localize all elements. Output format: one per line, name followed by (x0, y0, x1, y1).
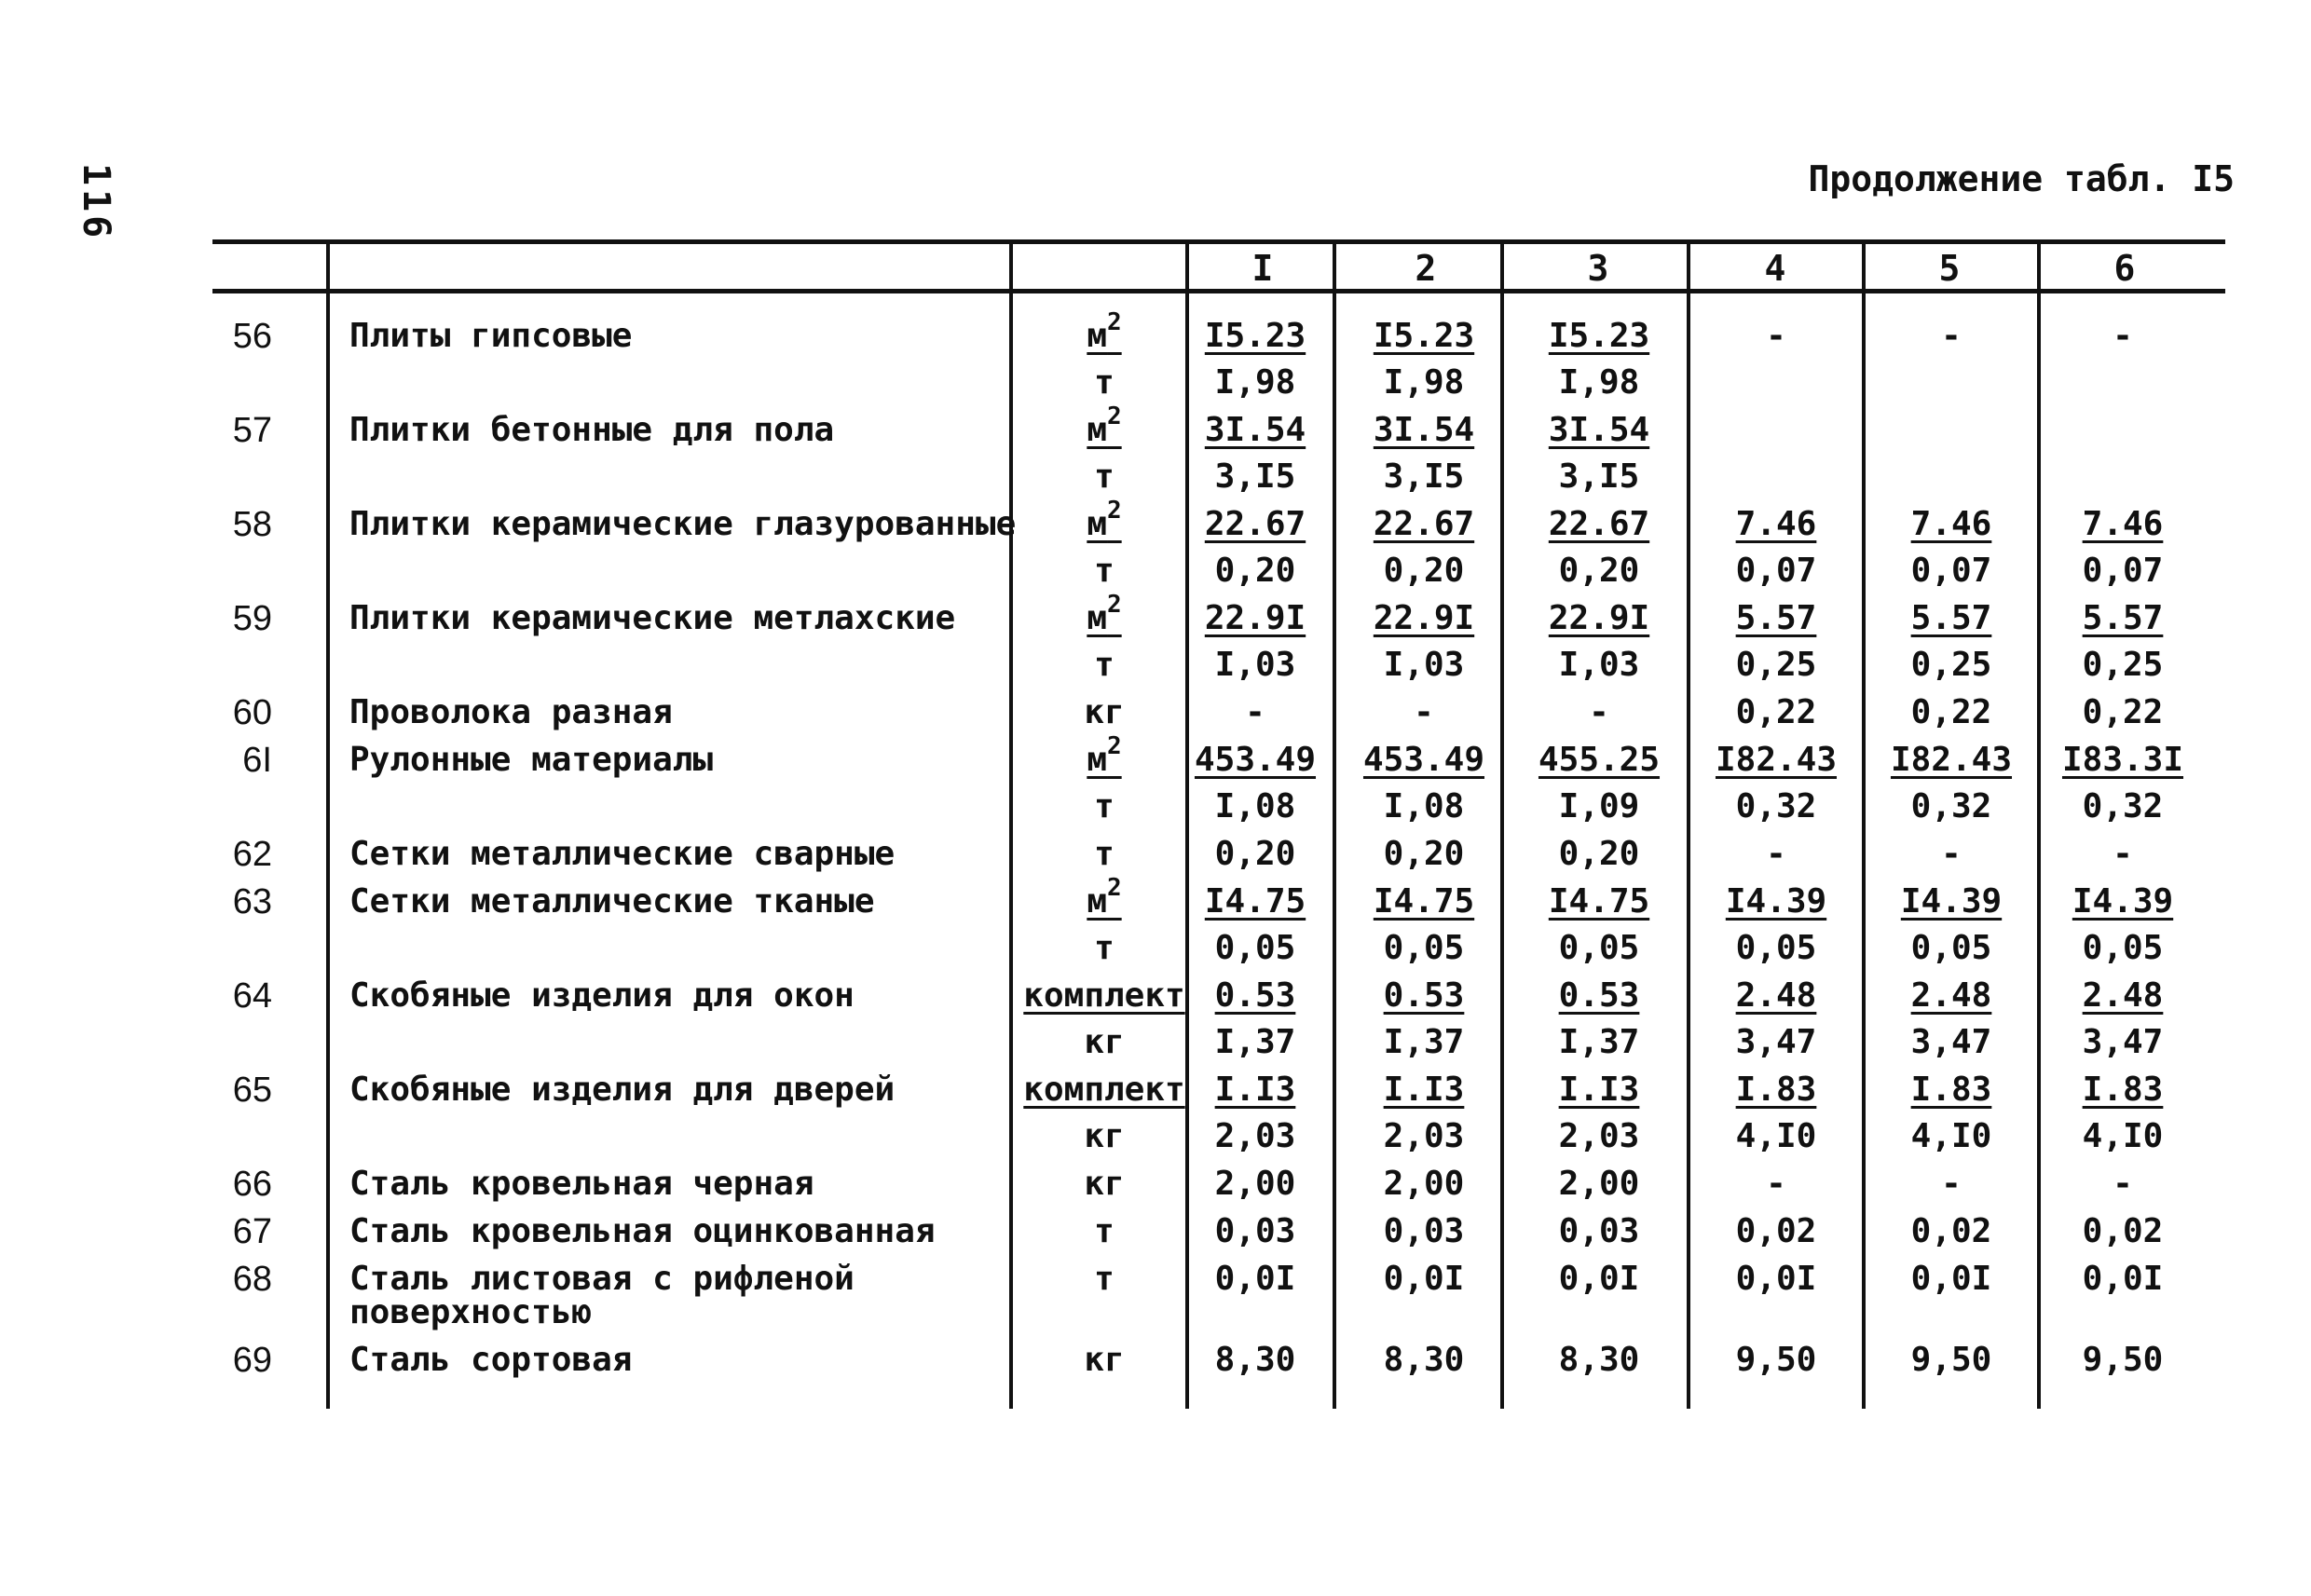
value-cell: 0,20 (1214, 552, 1296, 590)
value-cell: 22.9I (1204, 599, 1306, 637)
value-cell: 8,30 (1214, 1341, 1296, 1379)
value-cell: 7.46 (1735, 505, 1817, 543)
value-cell: 0,0I (1910, 1260, 1992, 1298)
value-cell: 0.53 (1214, 976, 1296, 1015)
value-cell: 22.67 (1548, 505, 1650, 543)
value-cell: 0,05 (1383, 929, 1465, 967)
row-number: 63 (232, 882, 272, 921)
value-cell: I.I3 (1558, 1071, 1640, 1109)
value-cell: 4,I0 (1735, 1117, 1817, 1155)
value-cell: I82.43 (1715, 741, 1838, 779)
value-cell: I.I3 (1214, 1071, 1296, 1109)
unit-label: комплект (1023, 976, 1185, 1015)
value-cell: 0,07 (2082, 552, 2164, 590)
value-cell: 453.49 (1362, 741, 1485, 779)
row-number: 58 (232, 505, 272, 544)
row-number: 69 (232, 1341, 272, 1380)
value-cell: 0,02 (1735, 1212, 1817, 1250)
value-cell: 2,03 (1214, 1117, 1296, 1155)
value-cell: I5.23 (1548, 317, 1650, 355)
value-cell: I4.75 (1548, 882, 1650, 921)
value-cell: I.83 (1910, 1071, 1992, 1109)
value-cell: I5.23 (1204, 317, 1306, 355)
material-name: Скобяные изделия для дверей (349, 1071, 896, 1109)
material-name: Сталь сортовая (349, 1341, 633, 1379)
material-name: Плиты гипсовые (349, 317, 633, 355)
value-cell: - (1589, 693, 1609, 731)
value-cell: 22.67 (1373, 505, 1475, 543)
value-cell: I,37 (1383, 1023, 1465, 1061)
value-cell: 3,I5 (1214, 457, 1296, 496)
value-cell: 2.48 (1910, 976, 1992, 1015)
unit-label: $м^2$ (1087, 308, 1122, 355)
value-cell: I,03 (1214, 646, 1296, 684)
value-cell: 2,03 (1558, 1117, 1640, 1155)
unit-label: т (1094, 1212, 1114, 1250)
unit-label: $м^2$ (1087, 732, 1122, 779)
unit-label: кг (1084, 1117, 1125, 1155)
value-cell: 9,50 (1910, 1341, 1992, 1379)
unit-label: комплект (1023, 1071, 1185, 1109)
value-cell: 3I.54 (1373, 411, 1475, 449)
value-cell: 22.67 (1204, 505, 1306, 543)
value-cell: 3,I5 (1383, 457, 1465, 496)
value-cell: 2.48 (1735, 976, 1817, 1015)
value-cell: 0.53 (1383, 976, 1465, 1015)
row-number: 62 (232, 835, 272, 874)
material-name: Плитки бетонные для пола (349, 411, 835, 449)
value-cell: - (1766, 835, 1786, 873)
row-number: 64 (232, 976, 272, 1016)
value-cell: - (1941, 1165, 1962, 1203)
value-cell: I,98 (1558, 363, 1640, 402)
col-header-2: 2 (1415, 248, 1437, 289)
value-cell: 3,I5 (1558, 457, 1640, 496)
value-cell: 4,I0 (2082, 1117, 2164, 1155)
unit-label: кг (1084, 1341, 1125, 1379)
unit-label: т (1094, 646, 1114, 684)
value-cell: I.I3 (1383, 1071, 1465, 1109)
value-cell: - (1766, 1165, 1786, 1203)
value-cell: 7.46 (2082, 505, 2164, 543)
row-number: 56 (232, 317, 272, 356)
value-cell: 0,20 (1214, 835, 1296, 873)
material-name: Сталь кровельная черная (349, 1165, 814, 1203)
unit-label: т (1094, 552, 1114, 590)
value-cell: 0.53 (1558, 976, 1640, 1015)
value-cell: - (1766, 317, 1786, 355)
value-cell: 4,I0 (1910, 1117, 1992, 1155)
value-cell: 0,20 (1383, 552, 1465, 590)
material-name: Проволока разная (349, 693, 673, 731)
material-name: Плитки керамические глазурованные (349, 505, 1017, 543)
col-header-5: 5 (1938, 248, 1961, 289)
value-cell: I4.39 (1725, 882, 1827, 921)
unit-label: кг (1084, 1165, 1125, 1203)
value-cell: - (2113, 317, 2133, 355)
value-cell: I.83 (2082, 1071, 2164, 1109)
row-number: 60 (232, 693, 272, 732)
value-cell: 0,20 (1558, 552, 1640, 590)
value-cell: 0,22 (1735, 693, 1817, 731)
value-cell: I.83 (1735, 1071, 1817, 1109)
unit-label: т (1094, 929, 1114, 967)
row-number: 6I (242, 741, 272, 780)
value-cell: - (1941, 317, 1962, 355)
value-cell: 0,02 (1910, 1212, 1992, 1250)
value-cell: 0,0I (1214, 1260, 1296, 1298)
col-divider-num (326, 244, 330, 1409)
col-header-6: 6 (2113, 248, 2136, 289)
value-cell: 453.49 (1194, 741, 1317, 779)
material-name: Плитки керамические метлахские (349, 599, 956, 637)
table-caption: Продолжение табл. I5 (1808, 158, 2235, 199)
material-name: Сетки металлические тканые (349, 882, 875, 921)
table-header-rule (212, 289, 2225, 293)
material-name: Сталь листовая с рифленой (349, 1260, 855, 1298)
row-number: 66 (232, 1165, 272, 1204)
col-header-1: I (1251, 248, 1274, 289)
unit-label: т (1094, 457, 1114, 496)
value-cell: 22.9I (1548, 599, 1650, 637)
row-number: 68 (232, 1260, 272, 1299)
value-cell: I4.75 (1373, 882, 1475, 921)
material-name: Сетки металлические сварные (349, 835, 896, 873)
value-cell: - (1245, 693, 1265, 731)
unit-label: т (1094, 363, 1114, 402)
material-name: Скобяные изделия для окон (349, 976, 855, 1015)
value-cell: I,37 (1214, 1023, 1296, 1061)
value-cell: 0,22 (1910, 693, 1992, 731)
value-cell: I,09 (1558, 787, 1640, 825)
value-cell: - (2113, 835, 2133, 873)
material-name: Рулонные материалы (349, 741, 714, 779)
unit-label: т (1094, 1260, 1114, 1298)
col-header-3: 3 (1587, 248, 1609, 289)
value-cell: I,37 (1558, 1023, 1640, 1061)
unit-label: $м^2$ (1087, 497, 1122, 543)
value-cell: I4.75 (1204, 882, 1306, 921)
value-cell: I,03 (1558, 646, 1640, 684)
value-cell: 0,0I (1383, 1260, 1465, 1298)
col-header-4: 4 (1764, 248, 1786, 289)
value-cell: 2,00 (1214, 1165, 1296, 1203)
value-cell: I4.39 (1900, 882, 2003, 921)
value-cell: 0,07 (1910, 552, 1992, 590)
unit-label: кг (1084, 1023, 1125, 1061)
value-cell: 8,30 (1558, 1341, 1640, 1379)
value-cell: 2,03 (1383, 1117, 1465, 1155)
value-cell: 22.9I (1373, 599, 1475, 637)
unit-label: $м^2$ (1087, 874, 1122, 921)
row-number: 67 (232, 1212, 272, 1251)
table-top-rule (212, 239, 2225, 244)
value-cell: 3,47 (2082, 1023, 2164, 1061)
value-cell: 0,05 (2082, 929, 2164, 967)
value-cell: 3I.54 (1548, 411, 1650, 449)
value-cell: 3,47 (1910, 1023, 1992, 1061)
value-cell: 5.57 (2082, 599, 2164, 637)
value-cell: 5.57 (1735, 599, 1817, 637)
value-cell: 0,0I (1735, 1260, 1817, 1298)
value-cell: 0,0I (1558, 1260, 1640, 1298)
value-cell: 9,50 (2082, 1341, 2164, 1379)
value-cell: 0,20 (1383, 835, 1465, 873)
value-cell: 0,05 (1910, 929, 1992, 967)
value-cell: 0,22 (2082, 693, 2164, 731)
material-name-cont: поверхностью (349, 1293, 593, 1331)
value-cell: 2.48 (2082, 976, 2164, 1015)
value-cell: I5.23 (1373, 317, 1475, 355)
value-cell: 5.57 (1910, 599, 1992, 637)
value-cell: 0,20 (1558, 835, 1640, 873)
value-cell: 0,02 (2082, 1212, 2164, 1250)
unit-label: $м^2$ (1087, 402, 1122, 449)
value-cell: 7.46 (1910, 505, 1992, 543)
value-cell: 0,03 (1214, 1212, 1296, 1250)
value-cell: 0,05 (1735, 929, 1817, 967)
value-cell: I82.43 (1890, 741, 2013, 779)
material-name: Сталь кровельная оцинкованная (349, 1212, 936, 1250)
value-cell: 0,07 (1735, 552, 1817, 590)
value-cell: 0,25 (2082, 646, 2164, 684)
value-cell: - (1941, 835, 1962, 873)
value-cell: 3,47 (1735, 1023, 1817, 1061)
row-number: 65 (232, 1071, 272, 1110)
value-cell: 0,25 (1910, 646, 1992, 684)
value-cell: 3I.54 (1204, 411, 1306, 449)
value-cell: 0,03 (1558, 1212, 1640, 1250)
value-cell: 9,50 (1735, 1341, 1817, 1379)
value-cell: I,08 (1214, 787, 1296, 825)
value-cell: I,08 (1383, 787, 1465, 825)
value-cell: I,98 (1383, 363, 1465, 402)
value-cell: 0,32 (1910, 787, 1992, 825)
value-cell: 455.25 (1538, 741, 1661, 779)
row-number: 57 (232, 411, 272, 450)
unit-label: $м^2$ (1087, 591, 1122, 637)
value-cell: 2,00 (1383, 1165, 1465, 1203)
page-number: 116 (75, 163, 117, 242)
value-cell: I83.3I (2061, 741, 2184, 779)
value-cell: 0,25 (1735, 646, 1817, 684)
value-cell: - (1414, 693, 1434, 731)
value-cell: I,98 (1214, 363, 1296, 402)
row-number: 59 (232, 599, 272, 638)
unit-label: кг (1084, 693, 1125, 731)
unit-label: т (1094, 835, 1114, 873)
value-cell: 0,05 (1558, 929, 1640, 967)
value-cell: 8,30 (1383, 1341, 1465, 1379)
value-cell: 0,03 (1383, 1212, 1465, 1250)
value-cell: 0,32 (2082, 787, 2164, 825)
value-cell: 0,0I (2082, 1260, 2164, 1298)
value-cell: - (2113, 1165, 2133, 1203)
value-cell: 2,00 (1558, 1165, 1640, 1203)
value-cell: I,03 (1383, 646, 1465, 684)
unit-label: т (1094, 787, 1114, 825)
value-cell: I4.39 (2072, 882, 2174, 921)
value-cell: 0,05 (1214, 929, 1296, 967)
value-cell: 0,32 (1735, 787, 1817, 825)
